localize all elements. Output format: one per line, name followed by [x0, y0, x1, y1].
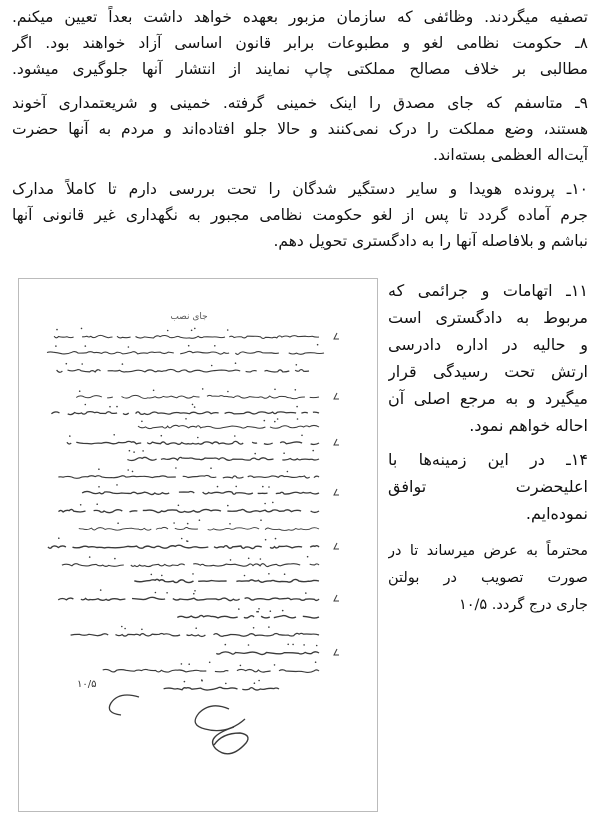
handwriting-dot	[235, 362, 237, 364]
handwriting-dot	[229, 523, 231, 525]
handwriting-dot	[109, 406, 111, 408]
handwriting-dot	[209, 662, 211, 664]
handwriting-dot	[80, 504, 82, 506]
handwriting-dot	[262, 486, 264, 488]
text-line: احاله خواهم نمود.	[469, 416, 588, 435]
text-line: ۱۴ـ در این زمینه‌ها با	[388, 450, 588, 469]
handwriting-dot	[98, 486, 100, 488]
handwriting-dot	[234, 435, 236, 437]
handwriting-dot	[214, 345, 216, 347]
handwriting-dot	[197, 437, 199, 439]
handwriting-dot	[210, 467, 212, 469]
handwriting-dot	[268, 486, 270, 488]
text-line: جرم آماده گردد تا پس از لغو حکومت نظامی مجبور به نگهداری غیر قانونی آنها	[12, 206, 588, 224]
text-line: مربوط به دادگستری است	[388, 308, 588, 327]
handwriting-dot	[124, 628, 126, 630]
handwriting-dot	[201, 680, 203, 682]
handwriting-dot	[316, 645, 318, 647]
handwriting-dot	[81, 363, 83, 365]
handwriting-dot	[185, 418, 187, 420]
handwriting-dot	[258, 608, 260, 610]
handwriting-dot	[305, 592, 307, 594]
handwriting-dot	[227, 391, 229, 393]
handwriting-dot	[181, 663, 183, 665]
handwritten-facsimile-drawing	[19, 279, 377, 811]
handwriting-dot	[244, 575, 246, 577]
handwriting-dot	[116, 484, 118, 486]
handwriting-dot	[117, 522, 119, 524]
handwriting-dot	[202, 388, 204, 390]
handwriting-dot	[194, 406, 196, 408]
handwriting-dot	[199, 519, 201, 521]
handwritten-facsimile	[18, 278, 378, 812]
handwriting-dot	[100, 589, 102, 591]
handwriting-dot	[113, 434, 115, 436]
facsimile-header: جای نصب	[170, 312, 208, 322]
handwriting-dot	[260, 519, 262, 521]
text-line: ۱۱ـ اتهامات و جرائمی که	[388, 281, 588, 300]
handwriting-dot	[292, 644, 294, 646]
handwriting-dot	[89, 556, 91, 558]
handwriting-dot	[260, 558, 262, 560]
handwriting-dot	[268, 573, 270, 575]
handwriting-dot	[230, 559, 232, 561]
handwriting-dot	[265, 539, 267, 541]
facsimile-paper	[19, 279, 377, 811]
handwriting-dot	[191, 330, 193, 332]
handwriting-dot	[181, 538, 183, 540]
text-line: مطالبی بر خلاف مصالح مملکتی چاپ نمایند از انتشار آنها جلوگیری میشود.	[12, 60, 588, 78]
handwriting-dot	[133, 451, 135, 453]
handwriting-dot	[258, 680, 260, 682]
handwriting-dot	[129, 450, 131, 452]
handwriting-dot	[227, 329, 229, 331]
handwriting-dot	[287, 471, 289, 473]
handwriting-dot	[283, 452, 285, 454]
handwriting-dot	[184, 681, 186, 683]
handwriting-dot	[277, 418, 279, 420]
handwriting-dot	[217, 486, 219, 488]
text-line: نموده‌ایم.	[525, 504, 588, 523]
handwriting-dot	[297, 418, 299, 420]
handwriting-dot	[296, 406, 298, 408]
handwriting-dot	[161, 575, 163, 577]
handwriting-dot	[188, 345, 190, 347]
handwriting-dot	[264, 503, 266, 505]
handwriting-dot	[167, 330, 169, 332]
handwriting-dot	[248, 644, 250, 646]
text-line: ۹ـ متاسفم که جای مصدق را اینک خمینی گرفته. خمینی و شریعتمداری آخوند	[12, 94, 588, 112]
handwriting-dot	[187, 523, 189, 525]
facsimile-date: ۱۰/۵	[77, 679, 97, 690]
text-line: ارتش تحت رسیدگی قرار	[388, 362, 588, 381]
handwriting-dot	[284, 573, 286, 575]
handwriting-dot	[173, 522, 175, 524]
text-line: محترماً به عرض میرساند تا در	[388, 543, 588, 559]
handwriting-dot	[274, 389, 276, 391]
handwriting-dot	[235, 486, 237, 488]
handwriting-dot	[268, 626, 270, 628]
handwriting-dot	[121, 626, 123, 628]
handwriting-dot	[274, 421, 276, 423]
handwriting-dot	[240, 665, 242, 667]
handwriting-dot	[98, 468, 100, 470]
handwriting-dot	[178, 505, 180, 507]
text-line: ۱۰ـ پرونده هویدا و سایر دستگیر شدگان را تحت بررسی دارم تا کاملاً مدارک	[12, 180, 588, 198]
handwriting-dot	[295, 389, 297, 391]
handwriting-dot	[166, 592, 168, 594]
text-line: آیت‌اله العظمی بسته‌اند.	[433, 146, 588, 164]
handwriting-dot	[193, 593, 195, 595]
handwriting-dot	[175, 467, 177, 469]
handwriting-dot	[56, 329, 58, 331]
handwriting-dot	[272, 502, 274, 504]
handwriting-dot	[317, 344, 319, 346]
handwriting-dot	[114, 558, 116, 560]
handwriting-dot	[254, 453, 256, 455]
handwriting-dot	[227, 505, 229, 507]
handwriting-dot	[188, 663, 190, 665]
text-line: صورت تصویب در بولتن	[388, 570, 588, 586]
handwriting-dot	[66, 363, 68, 365]
handwriting-dot	[225, 644, 227, 646]
handwriting-dot	[254, 682, 256, 684]
handwriting-dot	[186, 540, 188, 542]
text-line: تصفیه میگردند. وظائفی که سازمان مزبور بعهده خواهد داشت بعداً تعیین میکنم.	[12, 8, 588, 26]
handwriting-dot	[58, 537, 60, 539]
handwriting-dot	[85, 345, 87, 347]
handwriting-dot	[127, 469, 129, 471]
handwriting-dot	[303, 644, 305, 646]
handwriting-dot	[69, 435, 71, 437]
handwriting-dot	[79, 390, 81, 392]
handwriting-dot	[256, 611, 258, 613]
handwriting-dot	[253, 627, 255, 629]
handwriting-dot	[128, 346, 130, 348]
handwriting-dot	[296, 364, 298, 366]
handwriting-dot	[225, 683, 227, 685]
handwriting-dot	[85, 404, 87, 406]
handwriting-dot	[248, 558, 250, 560]
handwriting-dot	[211, 365, 213, 367]
handwriting-dot	[264, 420, 266, 422]
text-line: هستند، وضع مملکت را درک نمی‌کنند و حالا جلو افتاده‌اند و مردم به آنها حضرت	[12, 120, 588, 138]
handwriting-dot	[301, 435, 303, 437]
handwriting-dot	[275, 538, 277, 540]
handwriting-dot	[312, 450, 314, 452]
handwriting-dot	[153, 390, 155, 392]
handwriting-dot	[282, 610, 284, 612]
text-line: جاری درج گردد. ۱۰/۵	[458, 597, 588, 613]
handwriting-dot	[142, 450, 144, 452]
handwriting-dot	[122, 363, 124, 365]
handwriting-dot	[238, 608, 240, 610]
handwriting-dot	[194, 328, 196, 330]
handwriting-dot	[270, 610, 272, 612]
handwriting-dot	[274, 664, 276, 666]
handwriting-dot	[55, 345, 57, 347]
handwriting-dot	[307, 556, 309, 558]
text-line: اعلیحضرت توافق	[388, 477, 588, 496]
handwriting-dot	[141, 629, 143, 631]
text-line: و حالیه در اداره دادرسی	[388, 335, 588, 354]
text-line: میگیرد و به مرجع اصلی آن	[388, 389, 588, 408]
handwriting-dot	[81, 328, 83, 330]
text-line: ۸ـ حکومت نظامی لغو و مطبوعات برابر قانون اساسی آزاد خواهند بود. اگر	[12, 34, 588, 52]
handwriting-dot	[132, 471, 134, 473]
handwriting-dot	[195, 627, 197, 629]
handwriting-dot	[161, 435, 163, 437]
handwriting-dot	[287, 644, 289, 646]
handwriting-dot	[192, 404, 194, 406]
handwriting-dot	[96, 503, 98, 505]
handwriting-dot	[155, 592, 157, 594]
handwriting-dot	[116, 406, 118, 408]
handwriting-dot	[141, 421, 143, 423]
handwriting-dot	[192, 573, 194, 575]
handwriting-dot	[151, 574, 153, 576]
handwriting-dot	[315, 661, 317, 663]
text-line: نباشم و بلافاصله آنها را به دادگستری تحویل دهم.	[273, 232, 588, 250]
handwriting-dot	[194, 590, 196, 592]
